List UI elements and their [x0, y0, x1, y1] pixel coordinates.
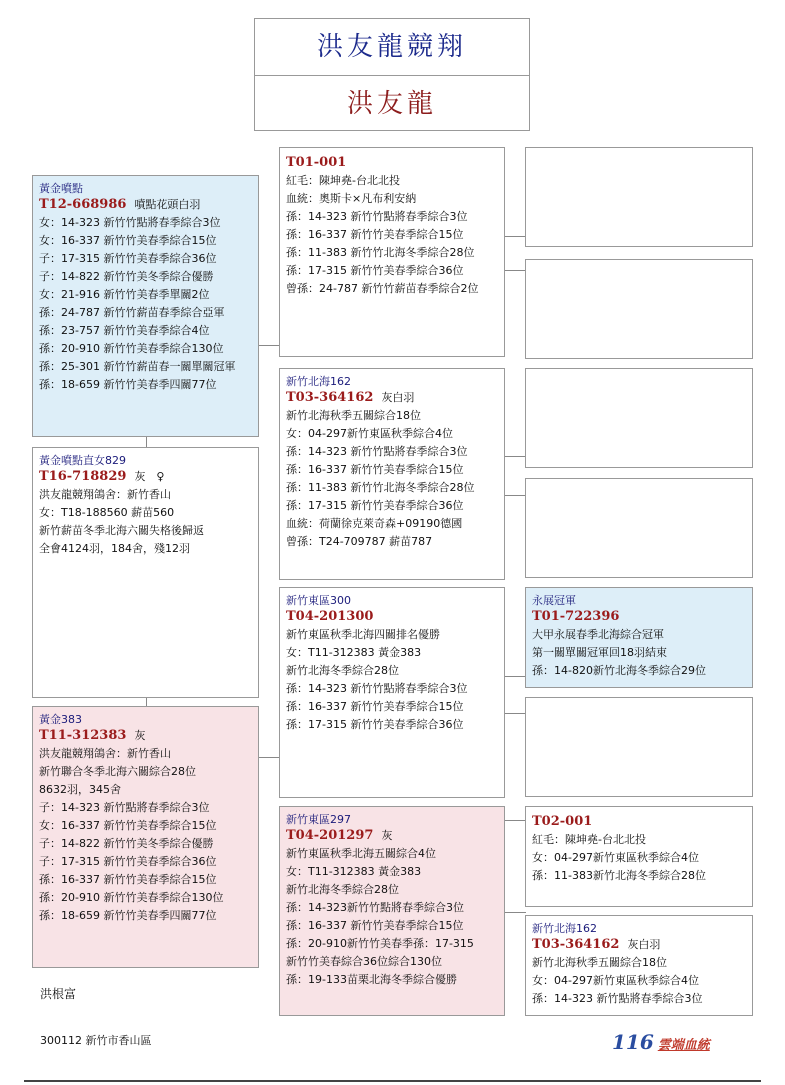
- color-label: 灰白羽: [381, 391, 415, 404]
- great-grandparent-empty-card: [525, 147, 753, 247]
- loft-title: 洪友龍競翔: [255, 19, 529, 76]
- pedigree-title-block: [254, 18, 530, 131]
- dam-card: [32, 706, 259, 968]
- great-granddam-card: [525, 915, 753, 1016]
- color-label: 灰 ♀: [134, 470, 165, 483]
- record-line: 孫：20-910 新竹竹美春季綜合130位: [39, 342, 224, 355]
- ring-number: T03-364162: [532, 937, 620, 952]
- color-label: 灰: [381, 829, 393, 842]
- owner-name-title: 洪友龍: [346, 89, 437, 119]
- record-line: 子：14-822 新竹竹美冬季綜合優勝: [39, 837, 214, 850]
- record-line: 女：T18-188560 薪苗560: [39, 506, 175, 519]
- record-line: 女：21-916 新竹竹美春季單關2位: [39, 288, 210, 301]
- record-line: 大甲永展春季北海綜合冠軍: [532, 628, 664, 641]
- brand-logo: [612, 1030, 710, 1054]
- record-line: 孫：14-323 新竹竹點將春季綜合3位: [286, 682, 468, 695]
- record-line: 孫：17-315 新竹竹美春季綜合36位: [286, 499, 464, 512]
- record-line: 新竹北海秋季五關綜合18位: [286, 409, 421, 422]
- card-head: 永展冠軍: [532, 594, 576, 607]
- card-head: 新竹東區297: [286, 813, 351, 826]
- record-line: 新竹東區秋季北海四關排名優勝: [286, 628, 440, 641]
- card-head: 黃金噴點: [39, 182, 83, 195]
- record-line: 子：14-822 新竹竹美冬季綜合優勝: [39, 270, 214, 283]
- record-line: 女：T11-312383 黃金383: [286, 646, 422, 659]
- record-line: 孫：14-820新竹北海冬季綜合29位: [532, 664, 706, 677]
- ring-number: T02-001: [532, 814, 593, 829]
- record-line: 孫：11-383 新竹竹北海冬季綜合28位: [286, 246, 475, 259]
- record-line: 女：04-297新竹東區秋季綜合4位: [532, 974, 699, 987]
- record-line: 孫：25-301 新竹竹薪苗春一關單關冠軍: [39, 360, 236, 373]
- record-line: 孫：14-323 新竹點將春季綜合3位: [532, 992, 703, 1005]
- record-line: 洪友龍競翔鴿舍：新竹香山: [39, 747, 171, 760]
- record-line: 孫：16-337 新竹竹美春季綜合15位: [286, 700, 464, 713]
- record-line: 孫：14-323新竹竹點將春季綜合3位: [286, 901, 464, 914]
- record-line: 新竹薪苗冬季北海六關失格後歸返: [39, 524, 204, 537]
- sire-card: [32, 175, 259, 437]
- color-label: 灰白羽: [627, 938, 661, 951]
- ring-number: T01-722396: [532, 609, 620, 624]
- connector-line: [504, 456, 526, 457]
- grandsire-maternal-card: [279, 587, 505, 798]
- connector-line: [258, 345, 280, 346]
- great-grandparent-empty-card: [525, 259, 753, 359]
- record-line: 新竹北海冬季綜合28位: [286, 883, 399, 896]
- record-line: 新竹東區秋季北海五關綜合4位: [286, 847, 436, 860]
- record-line: 孫：14-323 新竹竹點將春季綜合3位: [286, 445, 468, 458]
- granddam-paternal-card: [279, 368, 505, 580]
- record-line: 孫：18-659 新竹竹美春季四關77位: [39, 909, 217, 922]
- connector-line: [504, 676, 526, 677]
- record-line: 紅毛：陳坤堯-台北北投: [532, 833, 646, 846]
- record-line: 第一關單關冠軍回18羽結束: [532, 646, 667, 659]
- ring-number: T01-001: [286, 155, 347, 170]
- owner-address: 300112 新竹市香山區: [40, 1034, 152, 1047]
- great-grandsire-card: [525, 587, 753, 688]
- record-line: 孫：17-315 新竹竹美春季綜合36位: [286, 718, 464, 731]
- record-line: 血統：奧斯卡×凡布利安納: [286, 192, 417, 205]
- record-line: 孫：19-133苗栗北海冬季綜合優勝: [286, 973, 457, 986]
- record-line: 女：04-297新竹東區秋季綜合4位: [532, 851, 699, 864]
- record-line: 孫：16-337 新竹竹美春季綜合15位: [286, 228, 464, 241]
- grandsire-paternal-card: [279, 147, 505, 357]
- card-head: 新竹北海162: [532, 922, 597, 935]
- connector-line: [504, 912, 526, 913]
- main-bird-card: [32, 447, 259, 698]
- record-line: 孫：17-315 新竹竹美春季綜合36位: [286, 264, 464, 277]
- card-head: 黃金383: [39, 713, 82, 726]
- record-line: 新竹竹美春綜合36位綜合130位: [286, 955, 442, 968]
- ring-number: T04-201297: [286, 828, 374, 843]
- record-line: 紅毛：陳坤堯-台北北投: [286, 174, 400, 187]
- record-line: 女：04-297新竹東區秋季綜合4位: [286, 427, 453, 440]
- record-line: 全會4124羽，184舍，殘12羽: [39, 542, 190, 555]
- ring-number: T11-312383: [39, 728, 127, 743]
- ring-number: T04-201300: [286, 609, 374, 624]
- ring-number: T16-718829: [39, 469, 127, 484]
- connector-line: [504, 820, 526, 821]
- record-line: 孫：23-757 新竹竹美春季綜合4位: [39, 324, 210, 337]
- ring-number: T12-668986: [39, 197, 127, 212]
- record-line: 孫：16-337 新竹竹美春季綜合15位: [286, 463, 464, 476]
- logo-text: 雲端血統: [657, 1038, 710, 1053]
- record-line: 女：16-337 新竹竹美春季綜合15位: [39, 819, 217, 832]
- record-line: 孫：11-383新竹北海冬季綜合28位: [532, 869, 706, 882]
- record-line: 子：14-323 新竹點將春季綜合3位: [39, 801, 210, 814]
- record-line: 曾孫：24-787 新竹竹薪苗春季綜合2位: [286, 282, 479, 295]
- record-line: 女：T11-312383 黃金383: [286, 865, 422, 878]
- card-head: 黃金噴點直女829: [39, 454, 126, 467]
- owner-name: 洪根富: [40, 987, 77, 1001]
- record-line: 孫：20-910 新竹竹美春季綜合130位: [39, 891, 224, 904]
- connector-line: [504, 270, 526, 271]
- record-line: 子：17-315 新竹竹美春季綜合36位: [39, 855, 217, 868]
- record-line: 新竹北海冬季綜合28位: [286, 664, 399, 677]
- connector-line: [504, 713, 526, 714]
- great-grandparent-empty-card: [525, 368, 753, 468]
- color-label: 噴點花頭白羽: [134, 198, 201, 211]
- record-line: 孫：24-787 新竹竹薪苗春季綜合亞軍: [39, 306, 225, 319]
- card-head: 新竹北海162: [286, 375, 351, 388]
- record-line: 孫：16-337 新竹竹美春季綜合15位: [39, 873, 217, 886]
- record-line: 洪友龍競翔鴿舍：新竹香山: [39, 488, 171, 501]
- granddam-maternal-card: [279, 806, 505, 1016]
- record-line: 新竹北海秋季五關綜合18位: [532, 956, 667, 969]
- record-line: 孫：16-337 新竹竹美春季綜合15位: [286, 919, 464, 932]
- ring-number: T03-364162: [286, 390, 374, 405]
- logo-number: 116: [612, 1030, 654, 1054]
- record-line: 孫：14-323 新竹竹點將春季綜合3位: [286, 210, 468, 223]
- great-grandsire-card: [525, 806, 753, 907]
- color-label: 灰: [134, 729, 146, 742]
- connector-line: [504, 495, 526, 496]
- record-line: 子：17-315 新竹竹美春季綜合36位: [39, 252, 217, 265]
- great-grandparent-empty-card: [525, 478, 753, 578]
- great-grandparent-empty-card: [525, 697, 753, 797]
- connector-line: [258, 757, 280, 758]
- record-line: 新竹聯合冬季北海六關綜合28位: [39, 765, 196, 778]
- record-line: 孫：11-383 新竹竹北海冬季綜合28位: [286, 481, 475, 494]
- record-line: 8632羽，345舍: [39, 783, 121, 796]
- record-line: 女：16-337 新竹竹美春季綜合15位: [39, 234, 217, 247]
- record-line: 女：14-323 新竹竹點將春季綜合3位: [39, 216, 221, 229]
- bottom-rule: [24, 1080, 761, 1082]
- record-line: 血統：荷蘭徐克萊奇森+09190德國: [286, 517, 463, 530]
- record-line: 孫：18-659 新竹竹美春季四關77位: [39, 378, 217, 391]
- record-line: 孫：20-910新竹竹美春季孫：17-315: [286, 937, 474, 950]
- record-line: 曾孫：T24-709787 薪苗787: [286, 535, 433, 548]
- connector-line: [504, 236, 526, 237]
- card-head: 新竹東區300: [286, 594, 351, 607]
